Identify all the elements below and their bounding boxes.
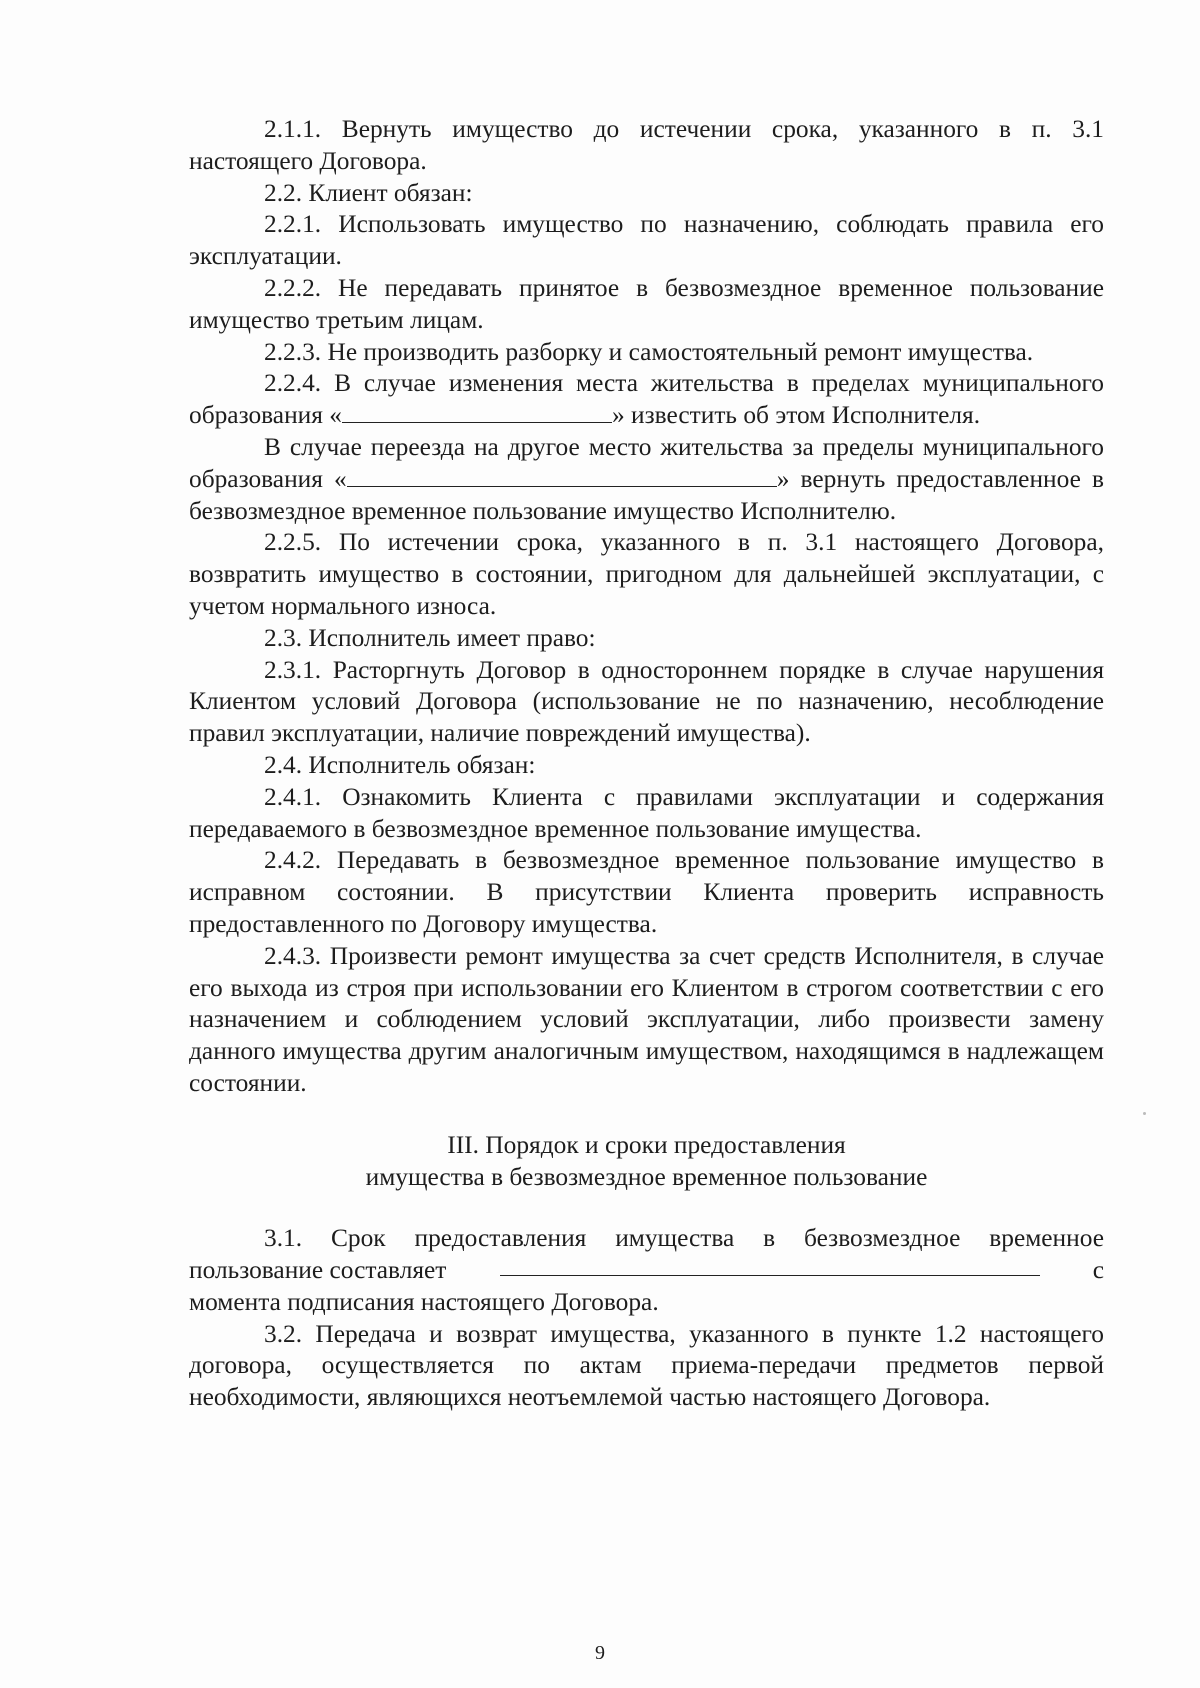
clause-2-2-3: 2.2.3. Не производить разборку и самостоятельный ремонт имущества. bbox=[264, 337, 1034, 366]
page-number: 9 bbox=[595, 1642, 605, 1664]
clause-2-2-4-text-b: » известить об этом Исполнителя. bbox=[611, 401, 981, 430]
clause-move-outside bbox=[189, 432, 1104, 527]
clause-2-3-1: 2.3.1. Расторгнуть Договор в одностороннем порядке в случае нарушения Клиентом условий Договора (использование не по назначению, несоблюдение правил эксплуатации, наличие повреждений имущества). bbox=[189, 655, 1104, 748]
clause-3-1-term-label: пользование составляет bbox=[189, 1256, 447, 1285]
scan-speck bbox=[1143, 1112, 1146, 1115]
clause-2-1-1: 2.1.1. Вернуть имущество до истечении срока, указанного в п. 3.1 настоящего Договора. bbox=[189, 115, 1104, 175]
clause-2-4: 2.4. Исполнитель обязан: bbox=[264, 750, 536, 779]
blank-municipality-1 bbox=[342, 402, 612, 423]
clause-3-1-from: с bbox=[1092, 1256, 1104, 1285]
section-3-title-line-2: имущества в безвозмездное временное пользование bbox=[365, 1162, 928, 1191]
section-3-title-line-1: III. Порядок и сроки предоставления bbox=[447, 1130, 846, 1159]
blank-municipality-2 bbox=[347, 466, 777, 487]
clause-3-1-line-2 bbox=[189, 1255, 1104, 1287]
clause-move-text-a: В случае переезда на другое место жительства за пределы муниципального образования « bbox=[189, 432, 1104, 493]
clause-2-4-1: 2.4.1. Ознакомить Клиента с правилами эксплуатации и содержания передаваемого в безвозмездное временное пользование имущества. bbox=[189, 782, 1104, 843]
clause-2-2-4 bbox=[189, 368, 1104, 432]
clause-3-1-line-3: момента подписания настоящего Договора. bbox=[189, 1287, 659, 1316]
clause-2-3: 2.3. Исполнитель имеет право: bbox=[264, 623, 596, 652]
clause-3-1-line-1: 3.1. Срок предоставления имущества в безвозмездное временное bbox=[264, 1224, 1104, 1253]
blank-term bbox=[500, 1255, 1040, 1276]
clause-2-2-5: 2.2.5. По истечении срока, указанного в п. 3.1 настоящего Договора, возвратить имущество в состоянии, пригодном для дальнейшей эксплуатации, с учетом нормального износа. bbox=[189, 528, 1104, 620]
clause-move-text-b: » вернуть предоставленное в безвозмездное временное пользование имущество Исполнителю. bbox=[189, 464, 1104, 525]
clause-2-4-3: 2.4.3. Произвести ремонт имущества за счет средств Исполнителя, в случае его выхода из строя при использовании его Клиентом в строгом соответствии с его назначением и соблюдением условий эксплуатации, либо произвести замену данного имущества другим аналогичным имуществом, находящимся в надлежащем состоянии. bbox=[189, 941, 1104, 1097]
clause-2-2: 2.2. Клиент обязан: bbox=[264, 178, 473, 207]
document-body bbox=[189, 114, 1104, 1414]
clause-3-2: 3.2. Передача и возврат имущества, указанного в пункте 1.2 настоящего договора, осуществляется по актам приема-передачи предметов первой необходимости, являющихся неотъемлемой частью настоящего Договора. bbox=[189, 1319, 1104, 1412]
clause-2-2-1: 2.2.1. Использовать имущество по назначению, соблюдать правила его эксплуатации. bbox=[189, 210, 1104, 271]
clause-2-2-4-text-a: 2.2.4. В случае изменения места жительства в пределах муниципального образования « bbox=[189, 369, 1104, 430]
clause-2-4-2: 2.4.2. Передавать в безвозмездное временное пользование имущество в исправном состоянии. В присутствии Клиента проверить исправность предоставленного по Договору имущества. bbox=[189, 846, 1104, 938]
clause-2-2-2: 2.2.2. Не передавать принятое в безвозмездное временное пользование имущество третьим лицам. bbox=[189, 273, 1104, 334]
